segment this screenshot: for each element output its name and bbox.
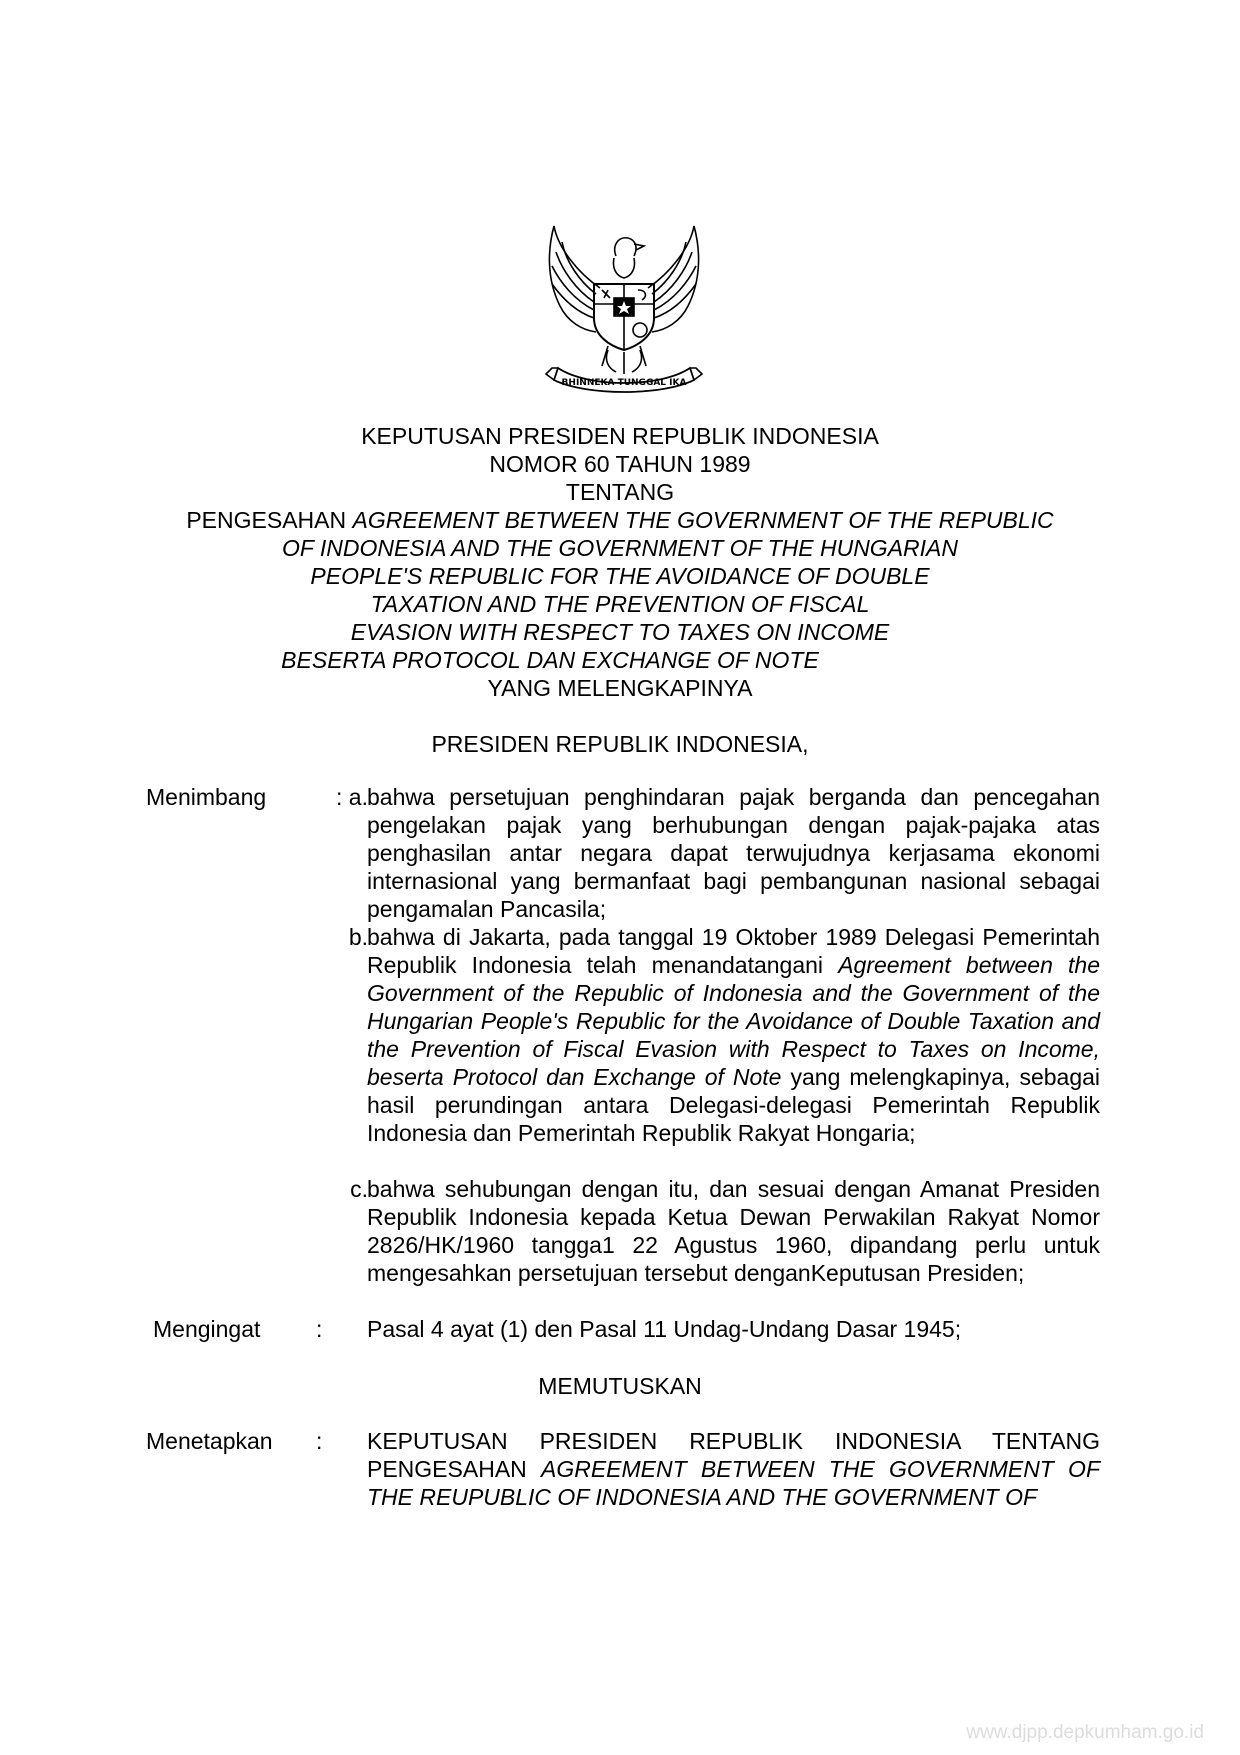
mengingat-label: Mengingat	[153, 1316, 261, 1342]
pengesahan-italic: AGREEMENT BETWEEN THE GOVERNMENT OF THE REPUBLIC	[352, 507, 1054, 533]
heading-italic-line-5: BESERTA PROTOCOL DAN EXCHANGE OF NOTE	[281, 647, 819, 673]
point-b-italic: Agreement between the Government of the Republic of Indonesia and the Government of the Hungarian People's Republic for the Avoidance of Double Taxation and the Prevention of Fiscal Evasion with Respect to Taxes on Income, beserta Protocol dan Exchange of Note	[367, 952, 1101, 1090]
point-b-text-2: yang melengkapinya, sebagai hasil perundingan antara Delegasi-delegasi Pemerintah Republik Indonesia dan Pemerintah Republik Rakyat Hongaria;	[367, 1064, 1101, 1146]
svg-text:BHINNEKA TUNGGAL IKA: BHINNEKA TUNGGAL IKA	[561, 378, 687, 388]
menetapkan-label: Menetapkan	[146, 1428, 273, 1454]
menetapkan-text-1: KEPUTUSAN PRESIDEN REPUBLIK INDONESIA TENTANG PENGESAHAN	[367, 1428, 1100, 1482]
mengingat-text: Pasal 4 ayat (1) den Pasal 11 Undag-Undang Dasar 1945;	[367, 1316, 962, 1342]
menetapkan-text	[367, 1427, 1100, 1511]
menetapkan-colon: :	[316, 1428, 323, 1454]
garuda-emblem	[538, 218, 710, 396]
heading-line-3: TENTANG	[565, 479, 675, 505]
menimbang-marker-a: : a.	[336, 784, 368, 810]
heading-line-2: NOMOR 60 TAHUN 1989	[489, 451, 751, 477]
menimbang-label: Menimbang	[146, 784, 267, 810]
heading-italic-line-4: EVASION WITH RESPECT TO TAXES ON INCOME	[350, 619, 890, 645]
menetapkan-italic: AGREEMENT BETWEEN THE GOVERNMENT OF THE REUPUBLIC OF INDONESIA AND THE GOVERNMENT OF	[367, 1456, 1101, 1510]
document-heading	[0, 422, 1240, 702]
presiden-line: PRESIDEN REPUBLIK INDONESIA,	[431, 731, 809, 757]
mengingat-colon: :	[316, 1316, 323, 1342]
heading-italic-line-3: TAXATION AND THE PREVENTION OF FISCAL	[370, 591, 870, 617]
pengesahan-prefix: PENGESAHAN	[186, 507, 347, 533]
watermark-url: www.djpp.depkumham.go.id	[966, 1722, 1204, 1743]
heading-line-1: KEPUTUSAN PRESIDEN REPUBLIK INDONESIA	[361, 423, 879, 449]
menimbang-point-c: bahwa sehubungan dengan itu, dan sesuai dengan Amanat Presiden Republik Indonesia kepada Ketua Dewan Perwakilan Rakyat Nomor 2826/HK/1960 tangga1 22 Agustus 1960, dipandang perlu untuk mengesahkan persetujuan tersebut denganKeputusan Presiden;	[367, 1176, 1100, 1286]
heading-pengesahan-line	[0, 506, 1240, 534]
menimbang-point-b	[367, 923, 1100, 1147]
menimbang-marker-b: b.	[348, 924, 368, 950]
point-b-text-1: bahwa di Jakarta, pada tanggal 19 Oktober 1989 Delegasi Pemerintah Republik Indonesia telah menandatangani	[367, 924, 1100, 978]
heading-last-line: YANG MELENGKAPINYA	[487, 675, 753, 701]
memutuskan-heading: MEMUTUSKAN	[538, 1373, 702, 1399]
heading-italic-line-2: PEOPLE'S REPUBLIC FOR THE AVOIDANCE OF DOUBLE	[310, 563, 930, 589]
menimbang-point-a: bahwa persetujuan penghindaran pajak berganda dan pencegahan pengelakan pajak yang berhubungan dengan pajak-pajaka atas penghasilan antar negara dapat terwujudnya kerjasama ekonomi internasional yang bermanfaat bagi pembangunan nasional sebagai pengamalan Pancasila;	[367, 784, 1100, 922]
heading-italic-line-1: OF INDONESIA AND THE GOVERNMENT OF THE HUNGARIAN	[281, 535, 958, 561]
menimbang-marker-c: c.	[350, 1176, 368, 1202]
